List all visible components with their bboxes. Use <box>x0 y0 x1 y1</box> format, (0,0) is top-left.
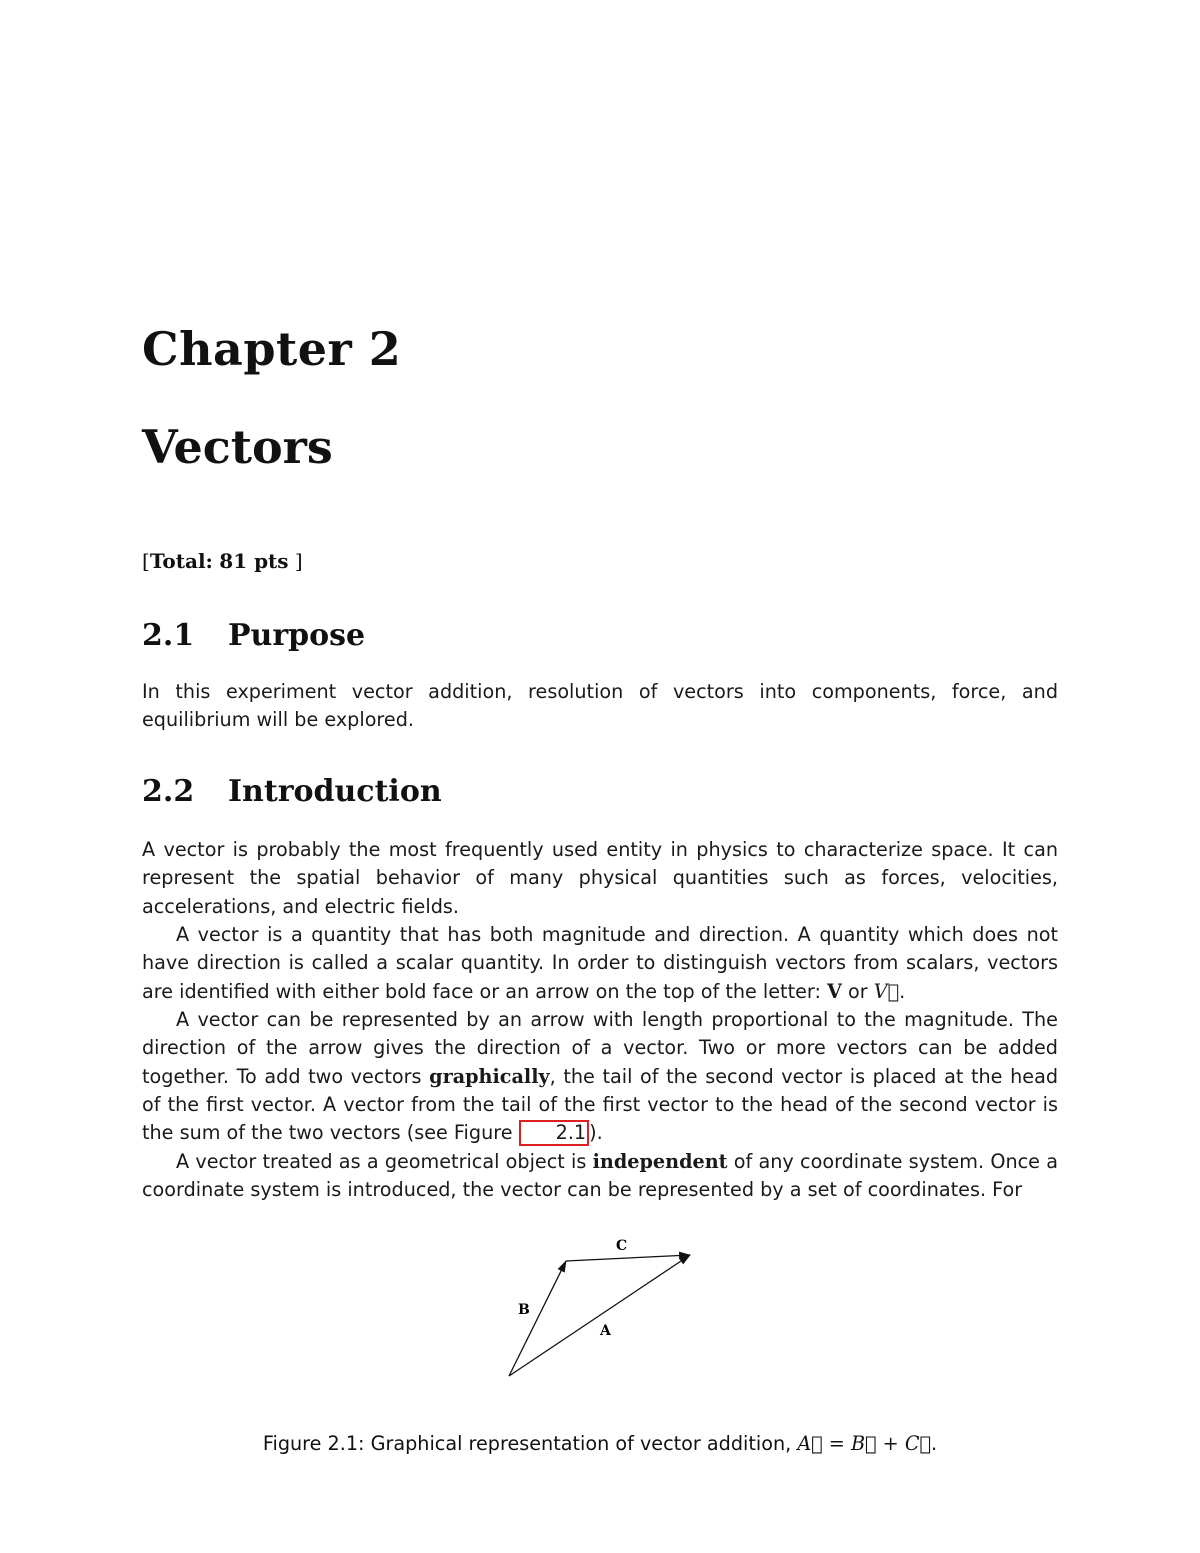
chapter-title: Vectors <box>142 420 333 474</box>
vector-label-a: A <box>600 1323 611 1339</box>
vector-b-arrow <box>509 1261 566 1376</box>
intro-p2-text: A vector is a quantity that has both magnitude and direction. A quantity which does not have direction is called a scalar quantity. In order to distinguish vectors from scalars, vectors are identified with either bold face or an arrow on the top of the letter: <box>142 923 1058 1003</box>
section-number: 2.2 <box>142 774 195 809</box>
intro-p4-text: A vector treated as a geometrical object is <box>176 1150 593 1173</box>
vector-c-arrow <box>566 1255 690 1261</box>
section-heading-purpose <box>142 618 365 653</box>
intro-p3-text-2: , the tail of the second vector is placed at the head of the first vector. A vector from the tail of the first vector to the head of the second vector is the sum of the two vectors (see Figure <box>142 1064 1059 1145</box>
bold-independent: independent <box>592 1150 728 1173</box>
section-heading-introduction <box>142 774 442 809</box>
purpose-paragraph: In this experiment vector addition, resolution of vectors into components, force, and equilibrium will be explored. <box>142 680 1058 732</box>
total-open-bracket: [ <box>142 549 150 573</box>
caption-text: Figure 2.1: Graphical representation of vector addition, <box>262 1432 798 1455</box>
intro-paragraph-2 <box>142 921 1058 1006</box>
vector-label-c: C <box>616 1238 628 1254</box>
section-number: 2.1 <box>142 618 195 653</box>
intro-p2-or: or <box>841 979 874 1003</box>
intro-paragraph-1: A vector is probably the most frequently used entity in physics to characterize space. It can represent the spatial behavior of many physical quantities such as forces, velocities, accelerations, and electric fields. <box>142 838 1058 918</box>
vector-addition-figure <box>500 1228 700 1383</box>
intro-p2-end: . <box>899 979 906 1003</box>
vector-label-b: B <box>518 1302 530 1318</box>
total-points <box>142 549 303 573</box>
caption-end: . <box>931 1432 938 1455</box>
caption-equation: A⃗ = B⃗ + C⃗ <box>797 1432 932 1455</box>
intro-p4-text-2: of any coordinate system. Once a coordinate system is introduced, the vector can be represented by a set of coordinates. For <box>142 1150 1058 1202</box>
figure-reference-link[interactable]: 2.1 <box>519 1120 590 1146</box>
intro-p3-end: ). <box>589 1121 603 1145</box>
total-value: 81 pts <box>219 549 289 573</box>
intro-paragraph-4 <box>142 1148 1058 1205</box>
figure-caption <box>0 1432 1200 1455</box>
total-label: Total: <box>149 549 213 573</box>
intro-paragraph-3 <box>142 1006 1058 1147</box>
section-title: Introduction <box>228 774 442 809</box>
bold-vector-symbol: V <box>827 979 842 1003</box>
chapter-label: Chapter 2 <box>142 322 402 376</box>
total-close-bracket: ] <box>294 549 303 573</box>
vector-a-arrow <box>509 1255 690 1376</box>
bold-graphically: graphically <box>429 1064 550 1088</box>
intro-p3-text: A vector can be represented by an arrow with length proportional to the magnitude. The direction of the arrow gives the direction of a vector. Two or more vectors can be added together. To add two vectors <box>142 1008 1058 1088</box>
arrow-vector-symbol: V⃗ <box>873 979 900 1003</box>
section-title: Purpose <box>228 618 366 653</box>
